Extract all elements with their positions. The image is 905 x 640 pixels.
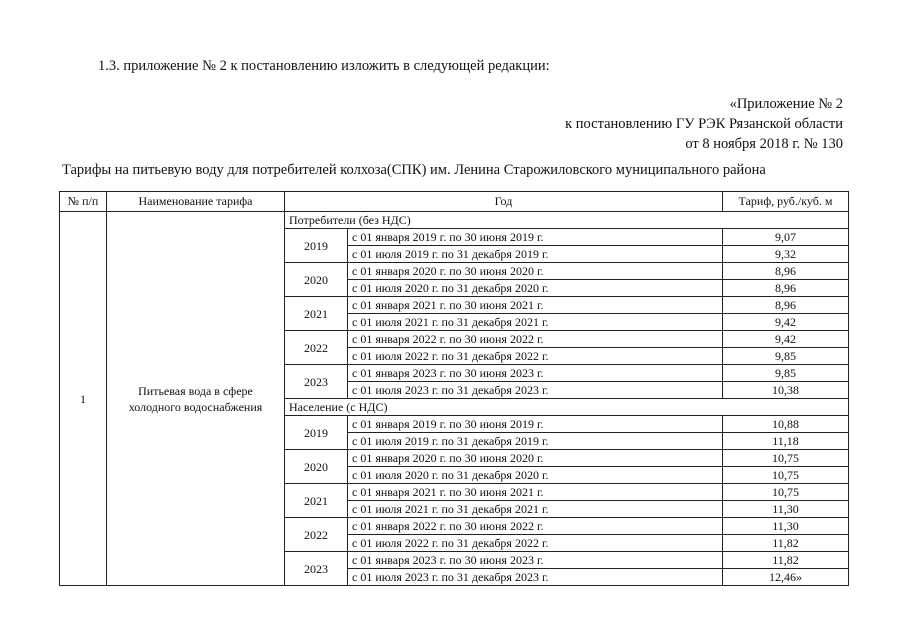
tariff-value-cell: 9,42 <box>723 331 849 348</box>
header-year: Год <box>285 192 723 212</box>
tariff-name: Питьевая вода в сфере холодного водоснабжения <box>107 212 285 586</box>
group-label: Потребители (без НДС) <box>285 212 849 229</box>
year-cell: 2019 <box>285 416 348 450</box>
row-number: 1 <box>60 212 107 586</box>
tariff-value-cell: 12,46» <box>723 569 849 586</box>
tariff-value-cell: 9,85 <box>723 348 849 365</box>
period-cell: с 01 января 2020 г. по 30 июня 2020 г. <box>348 263 723 280</box>
tariff-value-cell: 9,32 <box>723 246 849 263</box>
year-cell: 2020 <box>285 450 348 484</box>
year-cell: 2022 <box>285 331 348 365</box>
tariff-value-cell: 11,18 <box>723 433 849 450</box>
year-cell: 2023 <box>285 552 348 586</box>
year-cell: 2019 <box>285 229 348 263</box>
tariff-value-cell: 10,38 <box>723 382 849 399</box>
appendix-header <box>565 94 843 154</box>
year-cell: 2023 <box>285 365 348 399</box>
period-cell: с 01 июля 2019 г. по 31 декабря 2019 г. <box>348 433 723 450</box>
tariff-value-cell: 10,88 <box>723 416 849 433</box>
tariff-value-cell: 10,75 <box>723 467 849 484</box>
period-cell: с 01 июля 2021 г. по 31 декабря 2021 г. <box>348 501 723 518</box>
table-body <box>60 212 849 586</box>
period-cell: с 01 января 2022 г. по 30 июня 2022 г. <box>348 331 723 348</box>
tariff-value-cell: 11,30 <box>723 518 849 535</box>
group-label: Население (с НДС) <box>285 399 849 416</box>
header-num: № п/п <box>60 192 107 212</box>
tariff-value-cell: 8,96 <box>723 280 849 297</box>
table-header-row <box>60 192 849 212</box>
appendix-line-2: к постановлению ГУ РЭК Рязанской области <box>565 116 843 132</box>
year-cell: 2021 <box>285 297 348 331</box>
tariff-value-cell: 11,30 <box>723 501 849 518</box>
period-cell: с 01 июля 2022 г. по 31 декабря 2022 г. <box>348 535 723 552</box>
header-name: Наименование тарифа <box>107 192 285 212</box>
group-row <box>60 212 849 229</box>
period-cell: с 01 июля 2021 г. по 31 декабря 2021 г. <box>348 314 723 331</box>
period-cell: с 01 января 2020 г. по 30 июня 2020 г. <box>348 450 723 467</box>
period-cell: с 01 января 2023 г. по 30 июня 2023 г. <box>348 365 723 382</box>
period-cell: с 01 января 2019 г. по 30 июня 2019 г. <box>348 229 723 246</box>
intro-paragraph: 1.3. приложение № 2 к постановлению изложить в следующей редакции: <box>98 58 550 74</box>
tariff-value-cell: 9,07 <box>723 229 849 246</box>
period-cell: с 01 июля 2020 г. по 31 декабря 2020 г. <box>348 467 723 484</box>
tariff-value-cell: 11,82 <box>723 552 849 569</box>
period-cell: с 01 июля 2020 г. по 31 декабря 2020 г. <box>348 280 723 297</box>
period-cell: с 01 июля 2023 г. по 31 декабря 2023 г. <box>348 569 723 586</box>
appendix-line-1: «Приложение № 2 <box>729 96 843 112</box>
tariff-value-cell: 10,75 <box>723 450 849 467</box>
year-cell: 2020 <box>285 263 348 297</box>
header-tariff: Тариф, руб./куб. м <box>723 192 849 212</box>
period-cell: с 01 июля 2019 г. по 31 декабря 2019 г. <box>348 246 723 263</box>
tariff-value-cell: 8,96 <box>723 263 849 280</box>
tariff-value-cell: 8,96 <box>723 297 849 314</box>
period-cell: с 01 июля 2022 г. по 31 декабря 2022 г. <box>348 348 723 365</box>
year-cell: 2021 <box>285 484 348 518</box>
period-cell: с 01 января 2021 г. по 30 июня 2021 г. <box>348 484 723 501</box>
period-cell: с 01 января 2021 г. по 30 июня 2021 г. <box>348 297 723 314</box>
table-title: Тарифы на питьевую воду для потребителей колхоза(СПК) им. Ленина Старожиловского муниципального района <box>62 162 766 178</box>
period-cell: с 01 июля 2023 г. по 31 декабря 2023 г. <box>348 382 723 399</box>
period-cell: с 01 января 2023 г. по 30 июня 2023 г. <box>348 552 723 569</box>
tariff-table <box>59 191 849 586</box>
period-cell: с 01 января 2019 г. по 30 июня 2019 г. <box>348 416 723 433</box>
tariff-value-cell: 9,42 <box>723 314 849 331</box>
tariff-value-cell: 10,75 <box>723 484 849 501</box>
tariff-value-cell: 9,85 <box>723 365 849 382</box>
period-cell: с 01 января 2022 г. по 30 июня 2022 г. <box>348 518 723 535</box>
year-cell: 2022 <box>285 518 348 552</box>
tariff-value-cell: 11,82 <box>723 535 849 552</box>
appendix-line-3: от 8 ноября 2018 г. № 130 <box>685 136 843 152</box>
